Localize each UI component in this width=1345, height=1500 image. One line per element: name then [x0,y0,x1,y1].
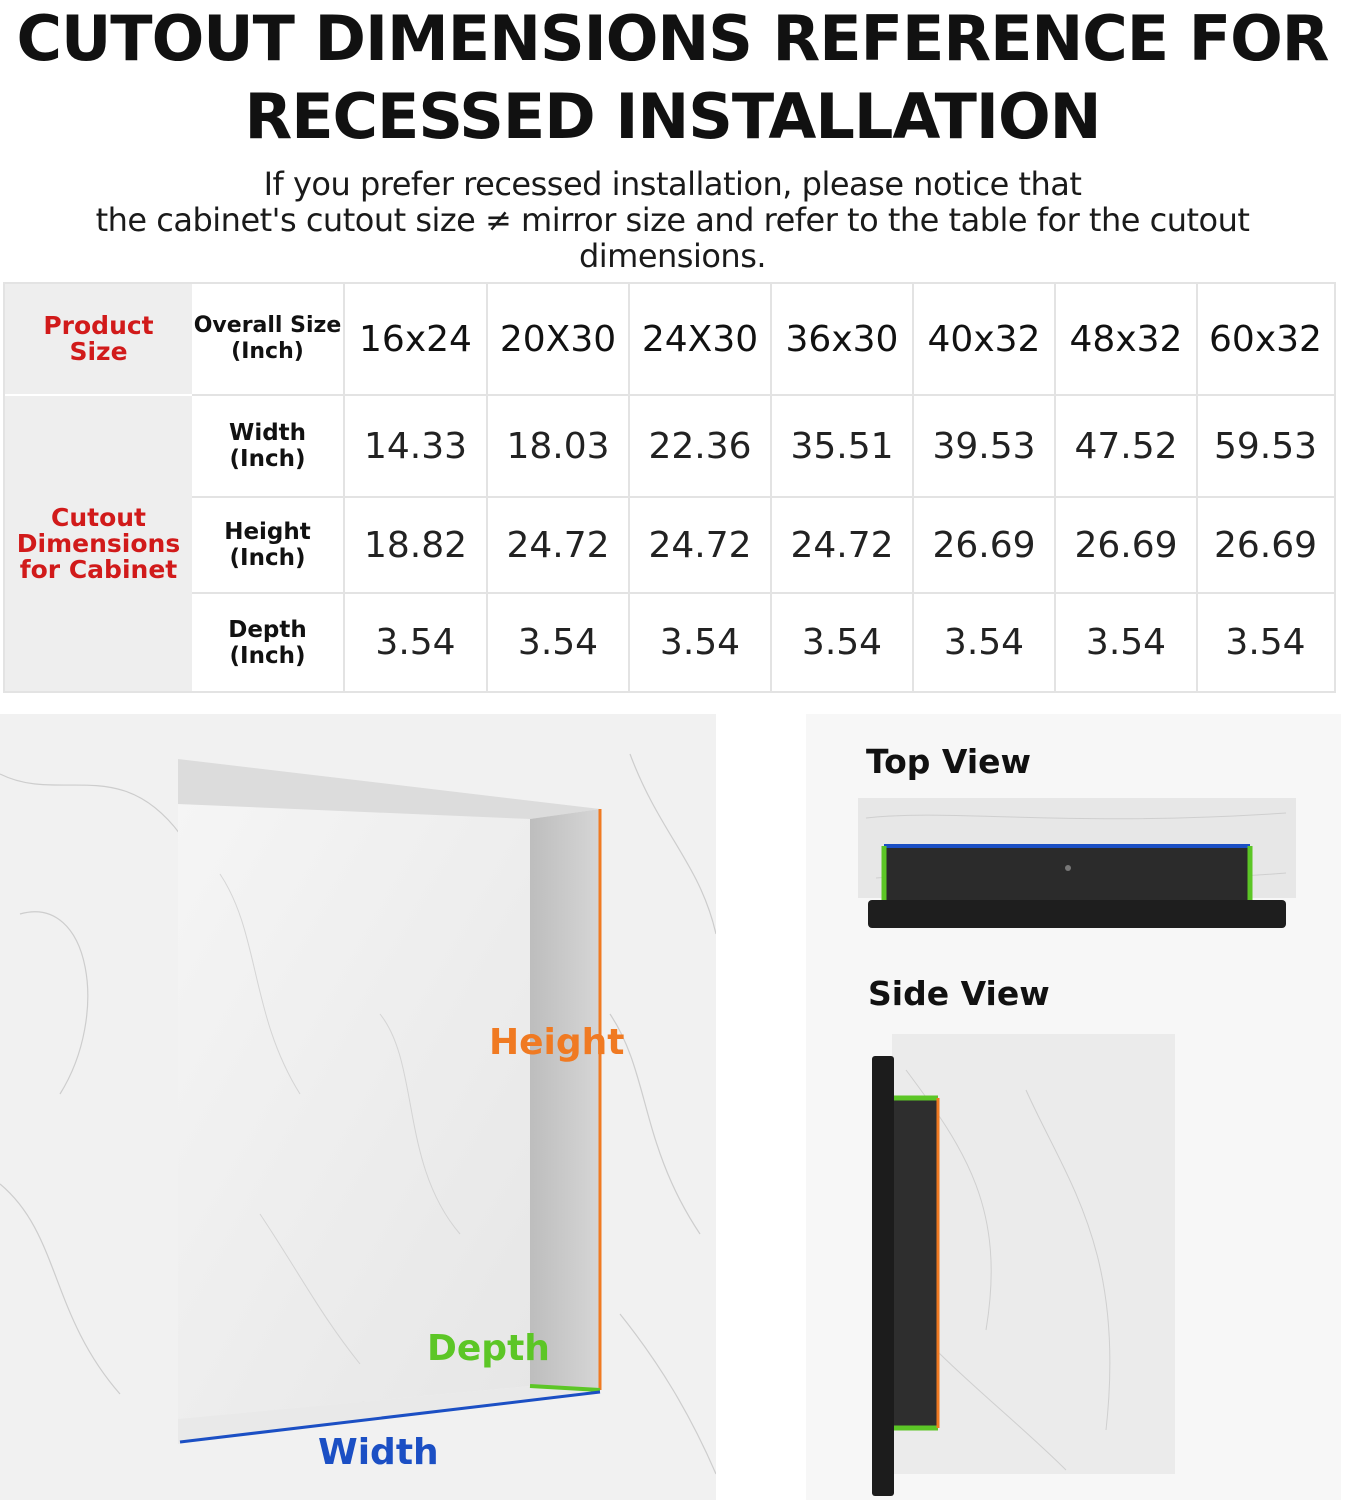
title-line-1: CUTOUT DIMENSIONS REFERENCE FOR [16,2,1329,75]
table-cell: 3.54 [1225,622,1306,663]
table-cell: 3.54 [375,622,456,663]
table-cell: 3.54 [659,622,741,663]
table-cell: 26.69 [1074,524,1178,566]
table-cell: 18.82 [363,524,468,566]
table-divider [343,284,345,691]
table-cell: 24.72 [648,524,752,566]
height-row-label: Height (Inch) [224,519,311,571]
table-cell: 24.72 [790,524,894,566]
product-size-label: Product Size [43,311,154,366]
table-cell: 3.54 [943,622,1025,663]
dimensions-table [3,282,1336,693]
size-header: 20X30 [499,318,617,360]
subtitle-line-2: the cabinet's cutout size ≠ mirror size and refer to the table for the cutout dimensions. [95,201,1250,275]
size-header: 48x32 [1069,318,1183,360]
table-divider [912,284,914,691]
cutout-dimensions-label: Cutout Dimensions for Cabinet [16,502,181,584]
table-cell: 18.03 [506,425,610,467]
row-label-width [192,396,343,496]
table-divider [192,394,1334,396]
table-cell: 26.69 [1213,524,1318,566]
product-size-header [5,284,192,394]
size-header: 60x32 [1209,318,1322,360]
depth-row-label: Depth (Inch) [228,616,307,669]
side-view-diagram [806,1030,1341,1500]
subtitle [0,166,1345,274]
table-cell: 14.33 [363,425,468,467]
width-row-label: Width (Inch) [228,420,307,472]
table-cell: 39.53 [932,425,1036,467]
top-view-diagram [806,798,1341,958]
table-cell: 22.36 [648,425,752,467]
subtitle-line-1: If you prefer recessed installation, please notice that [263,165,1082,203]
table-divider [770,284,772,691]
table-cell: 3.54 [1085,622,1167,663]
size-header: 36x30 [785,318,899,360]
table-cell: 26.69 [932,524,1036,566]
overall-size-label: Overall Size (Inch) [193,313,342,364]
table-cell: 3.54 [801,622,883,663]
size-header: 16x24 [359,318,472,360]
height-label: Height [489,1022,625,1063]
row-label-height [192,498,343,592]
row-label-depth [192,594,343,691]
table-cell: 24.72 [506,524,610,566]
table-divider [192,496,1334,498]
top-view-title: Top View [866,742,1032,781]
size-header: 24X30 [641,318,759,360]
table-cell: 35.51 [790,425,894,467]
overall-size-header [192,284,343,394]
table-divider [628,284,630,691]
width-label: Width [318,1432,439,1473]
marble-niche-graphic [0,714,716,1500]
table-divider [1054,284,1056,691]
views-panel [806,714,1341,1500]
table-cell: 59.53 [1213,425,1318,467]
cutout-dimensions-header [5,396,192,691]
table-divider [192,592,1334,594]
title-line-2: RECESSED INSTALLATION [244,80,1101,153]
size-header: 40x32 [927,318,1041,360]
table-divider [5,394,192,396]
table-cell: 3.54 [517,622,599,663]
recessed-niche-illustration [0,714,716,1500]
depth-label: Depth [427,1328,550,1369]
table-divider [486,284,488,691]
table-cell: 47.52 [1074,425,1178,467]
side-view-title: Side View [868,974,1050,1013]
table-divider [1196,284,1198,691]
page-title [0,0,1345,156]
